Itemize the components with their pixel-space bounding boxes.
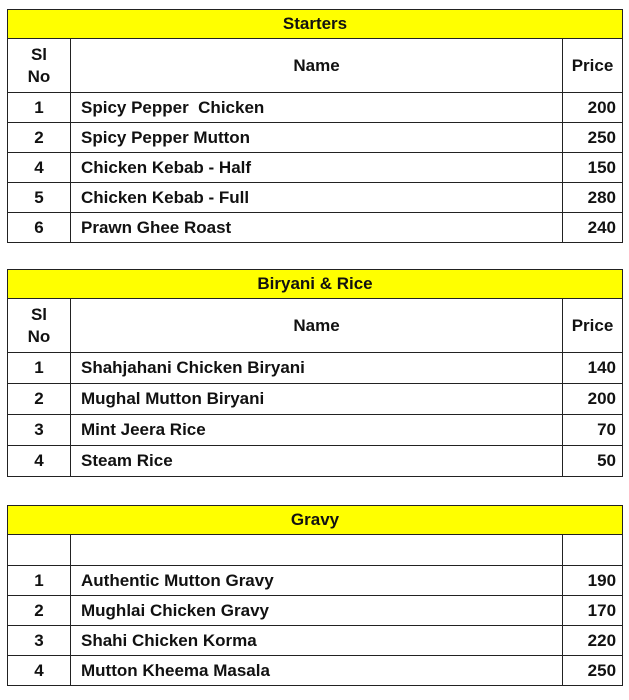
menu-table-starters	[7, 9, 623, 243]
row-slno: 4	[8, 656, 71, 686]
row-slno: 1	[8, 93, 71, 123]
table-row	[8, 384, 623, 415]
row-name: Spicy Pepper Chicken	[71, 93, 563, 123]
table-row	[8, 123, 623, 153]
row-name: Steam Rice	[71, 446, 563, 477]
menu-table-gravy	[7, 505, 623, 686]
column-header-slno	[8, 299, 71, 353]
column-header-row-empty	[8, 535, 623, 566]
row-name: Prawn Ghee Roast	[71, 213, 563, 243]
column-header-slno	[8, 39, 71, 93]
row-slno: 1	[8, 566, 71, 596]
column-header-slno-line2: No	[27, 66, 51, 86]
row-price: 280	[563, 183, 623, 213]
column-header-slno-line1: Sl	[30, 304, 48, 324]
row-name: Chicken Kebab - Full	[71, 183, 563, 213]
row-price: 200	[563, 384, 623, 415]
column-header-price: Price	[563, 299, 623, 353]
table-row	[8, 93, 623, 123]
row-name: Chicken Kebab - Half	[71, 153, 563, 183]
table-row	[8, 656, 623, 686]
column-header-name: Name	[71, 299, 563, 353]
row-price: 150	[563, 153, 623, 183]
column-header-price: Price	[563, 39, 623, 93]
row-slno: 4	[8, 153, 71, 183]
row-price: 240	[563, 213, 623, 243]
table-row	[8, 566, 623, 596]
column-header-slno-line2: No	[27, 326, 51, 346]
row-slno: 4	[8, 446, 71, 477]
table-row	[8, 446, 623, 477]
menu-table-biryani-rice	[7, 269, 623, 477]
column-header-row	[8, 299, 623, 353]
row-slno: 1	[8, 353, 71, 384]
row-price: 220	[563, 626, 623, 656]
row-price: 140	[563, 353, 623, 384]
row-slno: 3	[8, 626, 71, 656]
row-name: Shahjahani Chicken Biryani	[71, 353, 563, 384]
row-name: Mughlai Chicken Gravy	[71, 596, 563, 626]
table-row	[8, 415, 623, 446]
row-name: Authentic Mutton Gravy	[71, 566, 563, 596]
row-name: Shahi Chicken Korma	[71, 626, 563, 656]
row-name: Mint Jeera Rice	[71, 415, 563, 446]
row-price: 250	[563, 656, 623, 686]
section-title: Starters	[8, 10, 623, 39]
row-price: 190	[563, 566, 623, 596]
table-row	[8, 153, 623, 183]
column-header-name-empty	[71, 535, 563, 566]
row-slno: 2	[8, 123, 71, 153]
column-header-slno-line1: Sl	[30, 44, 48, 64]
row-price: 170	[563, 596, 623, 626]
row-slno: 2	[8, 596, 71, 626]
row-slno: 2	[8, 384, 71, 415]
column-header-row	[8, 39, 623, 93]
row-price: 250	[563, 123, 623, 153]
table-row	[8, 213, 623, 243]
row-slno: 3	[8, 415, 71, 446]
row-price: 70	[563, 415, 623, 446]
row-price: 50	[563, 446, 623, 477]
row-slno: 5	[8, 183, 71, 213]
row-name: Mutton Kheema Masala	[71, 656, 563, 686]
column-header-slno-empty	[8, 535, 71, 566]
column-header-name: Name	[71, 39, 563, 93]
table-row	[8, 596, 623, 626]
section-header	[8, 270, 623, 299]
row-name: Mughal Mutton Biryani	[71, 384, 563, 415]
row-price: 200	[563, 93, 623, 123]
table-row	[8, 626, 623, 656]
section-header	[8, 506, 623, 535]
column-header-price-empty	[563, 535, 623, 566]
table-row	[8, 353, 623, 384]
section-header	[8, 10, 623, 39]
row-slno: 6	[8, 213, 71, 243]
row-name: Spicy Pepper Mutton	[71, 123, 563, 153]
section-title: Biryani & Rice	[8, 270, 623, 299]
section-title: Gravy	[8, 506, 623, 535]
table-row	[8, 183, 623, 213]
